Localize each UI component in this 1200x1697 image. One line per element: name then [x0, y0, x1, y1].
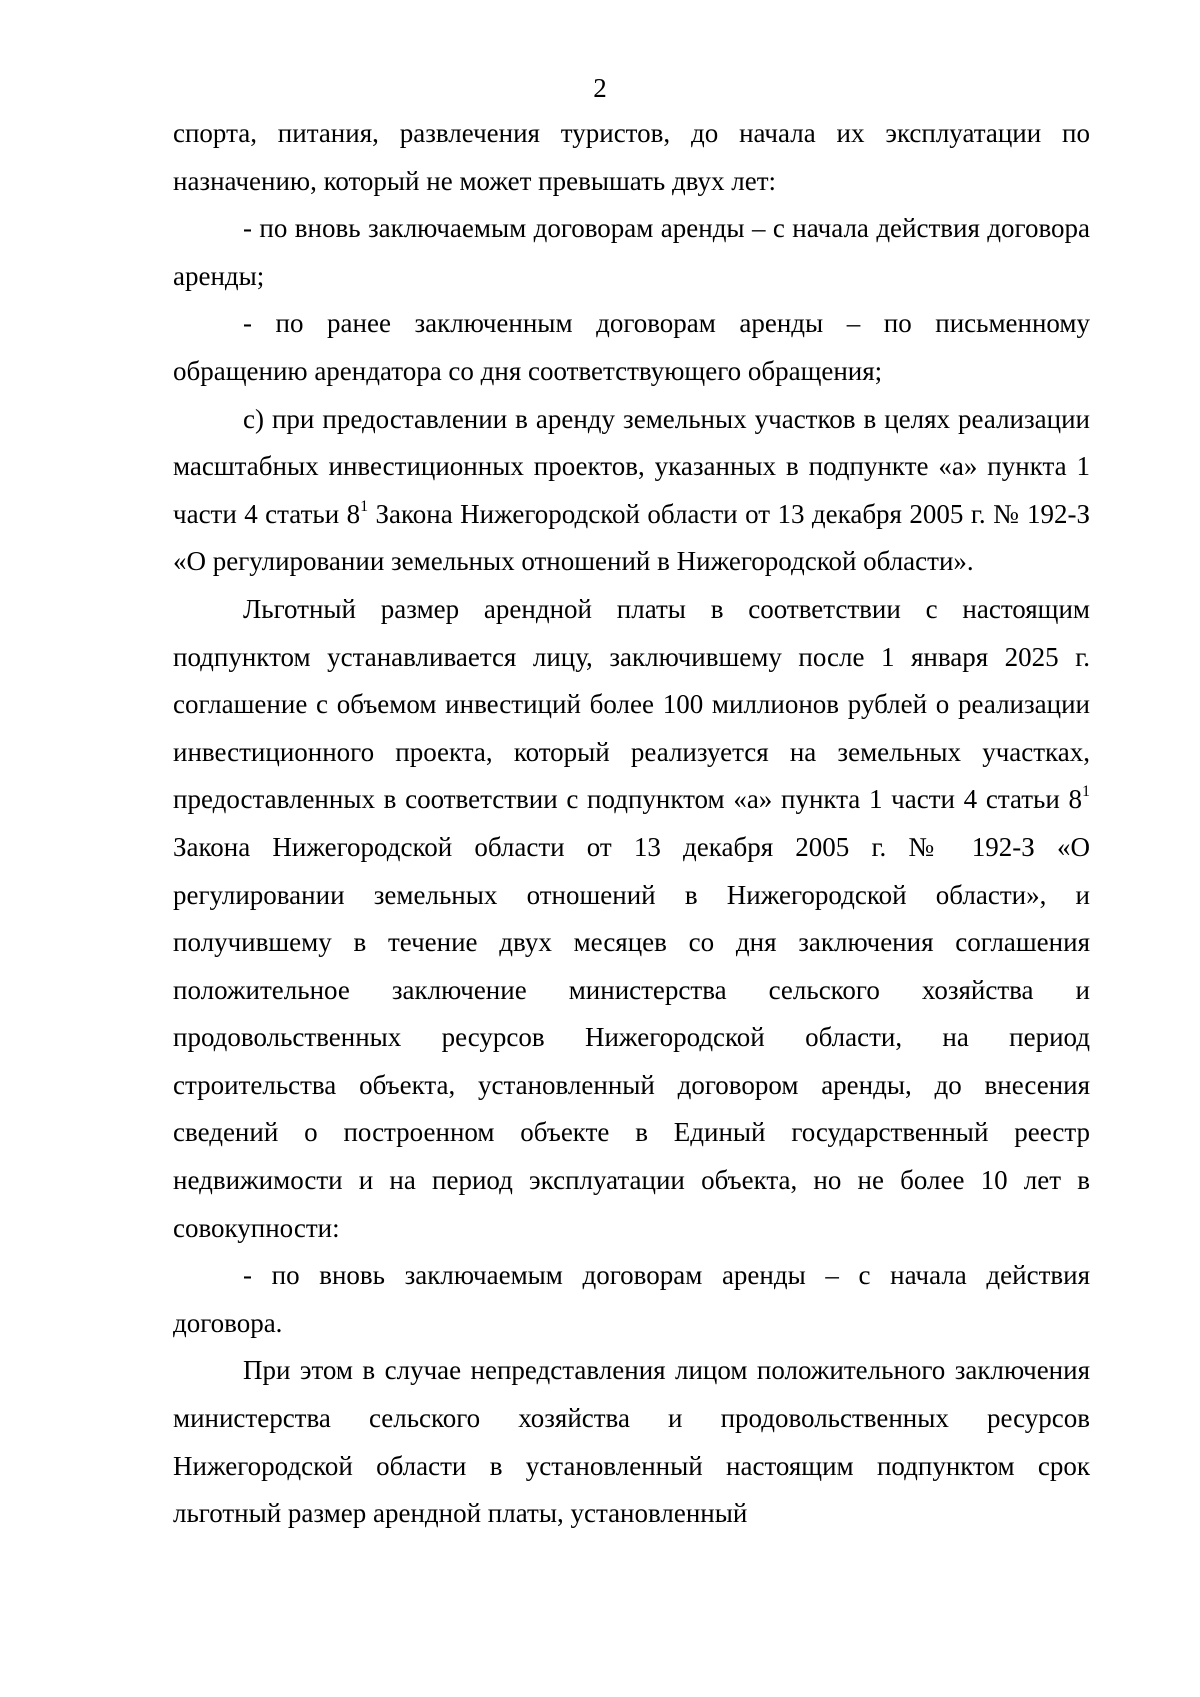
- paragraph-text: с) при предоставлении в аренду земельных участков в целях реализации масштабных инвестиционных проектов, указанных в подпункте «а» пункта 1 части 4 статьи 8: [173, 403, 1090, 529]
- superscript: 1: [360, 497, 369, 515]
- paragraph-non-submission: При этом в случае непредставления лицом положительного заключения министерства сельского хозяйства и продовольственных ресурсов Нижегородской области в установленный настоящим подпунктом срок льготный размер арендной платы, установленный: [173, 1355, 1090, 1529]
- list-item-new-leases: - по вновь заключаемым договорам аренды – с начала действия договора аренды;: [173, 213, 1090, 291]
- paragraph-text: Льготный размер арендной платы в соответствии с настоящим подпунктом устанавливается лицу, заключившему после 1 января 2025 г. соглашение с объемом инвестиций более 100 миллионов рублей о реализации инвестиционного проекта, который реализуется на земельных участках, предоставленных в соответствии с подпунктом «а» пункта 1 части 4 статьи 8: [173, 593, 1090, 815]
- superscript: 1: [1082, 783, 1090, 801]
- list-item-existing-leases: - по ранее заключенным договорам аренды – по письменному обращению арендатора со дня соответствующего обращения;: [173, 308, 1090, 386]
- list-item-new-leases-2: - по вновь заключаемым договорам аренды – с начала действия договора.: [173, 1260, 1090, 1338]
- paragraph-preferential-rent: [173, 586, 1090, 1252]
- paragraph-continuation: спорта, питания, развлечения туристов, до начала их эксплуатации по назначению, который не может превышать двух лет:: [173, 118, 1090, 196]
- paragraph-text: Закона Нижегородской области от 13 декабря 2005 г. № 192-З «О регулировании земельных отношений в Нижегородской области».: [173, 498, 1090, 577]
- paragraph-subpoint-c: [173, 396, 1090, 586]
- paragraph-text: Закона Нижегородской области от 13 декабря 2005 г. № 192-З «О регулировании земельных отношений в Нижегородской области», и получившему в течение двух месяцев со дня заключения соглашения положительное заключение министерства сельского хозяйства и продовольственных ресурсов Нижегородской области, на период строительства объекта, установленный договором аренды, до внесения сведений о построенном объекте в Единый государственный реестр недвижимости и на период эксплуатации объекта, но не более 10 лет в совокупности:: [173, 831, 1090, 1243]
- page-number: 2: [593, 73, 607, 103]
- document-body: [173, 110, 1090, 1538]
